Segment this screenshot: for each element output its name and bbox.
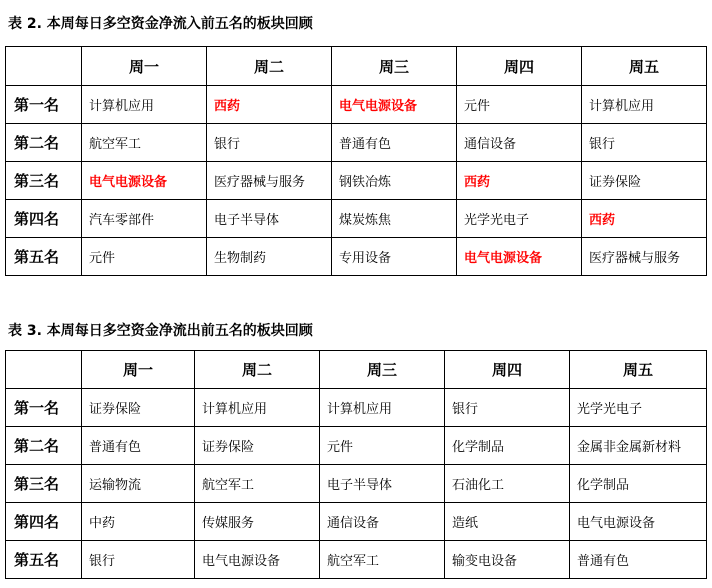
table-3-caption: 表 3. 本周每日多空资金净流出前五名的板块回顾 <box>8 323 313 339</box>
rank-label: 第二名 <box>6 124 82 162</box>
sector-cell: 计算机应用 <box>582 86 707 124</box>
sector-cell: 电气电源设备 <box>457 238 582 276</box>
sector-cell: 银行 <box>82 541 195 579</box>
sector-cell: 普通有色 <box>82 427 195 465</box>
sector-cell: 电气电源设备 <box>195 541 320 579</box>
sector-cell: 电子半导体 <box>207 200 332 238</box>
table-row <box>6 389 707 427</box>
day-header: 周四 <box>457 47 582 86</box>
sector-cell: 电子半导体 <box>320 465 445 503</box>
sector-cell: 航空军工 <box>82 124 207 162</box>
sector-cell: 银行 <box>445 389 570 427</box>
sector-cell: 证券保险 <box>82 389 195 427</box>
rank-label: 第一名 <box>6 389 82 427</box>
table-header-row <box>6 351 707 389</box>
day-header: 周二 <box>195 351 320 389</box>
sector-cell: 元件 <box>82 238 207 276</box>
table-row <box>6 162 707 200</box>
sector-cell: 普通有色 <box>570 541 707 579</box>
sector-cell: 电气电源设备 <box>570 503 707 541</box>
rank-label: 第二名 <box>6 427 82 465</box>
table-row <box>6 200 707 238</box>
rank-label: 第四名 <box>6 200 82 238</box>
sector-cell: 医疗器械与服务 <box>207 162 332 200</box>
day-header: 周二 <box>207 47 332 86</box>
table-row <box>6 86 707 124</box>
sector-cell: 石油化工 <box>445 465 570 503</box>
sector-cell: 银行 <box>207 124 332 162</box>
sector-cell: 医疗器械与服务 <box>582 238 707 276</box>
sector-cell: 传媒服务 <box>195 503 320 541</box>
sector-cell: 化学制品 <box>445 427 570 465</box>
table-2-caption: 表 2. 本周每日多空资金净流入前五名的板块回顾 <box>8 16 313 32</box>
sector-cell: 计算机应用 <box>195 389 320 427</box>
sector-cell: 汽车零部件 <box>82 200 207 238</box>
day-header: 周五 <box>582 47 707 86</box>
sector-cell: 证券保险 <box>195 427 320 465</box>
table-row <box>6 541 707 579</box>
sector-cell: 生物制药 <box>207 238 332 276</box>
sector-cell: 元件 <box>320 427 445 465</box>
table-row <box>6 238 707 276</box>
table-row <box>6 124 707 162</box>
sector-cell: 银行 <box>582 124 707 162</box>
sector-cell: 电气电源设备 <box>82 162 207 200</box>
sector-cell: 通信设备 <box>457 124 582 162</box>
table-row <box>6 427 707 465</box>
rank-label: 第一名 <box>6 86 82 124</box>
sector-cell: 化学制品 <box>570 465 707 503</box>
sector-cell: 钢铁冶炼 <box>332 162 457 200</box>
sector-cell: 西药 <box>207 86 332 124</box>
sector-cell: 证券保险 <box>582 162 707 200</box>
day-header: 周一 <box>82 351 195 389</box>
sector-cell: 中药 <box>82 503 195 541</box>
day-header: 周五 <box>570 351 707 389</box>
sector-cell: 光学光电子 <box>570 389 707 427</box>
sector-cell: 电气电源设备 <box>332 86 457 124</box>
day-header: 周四 <box>445 351 570 389</box>
sector-cell: 运输物流 <box>82 465 195 503</box>
sector-cell: 西药 <box>457 162 582 200</box>
sector-cell: 输变电设备 <box>445 541 570 579</box>
sector-cell: 元件 <box>457 86 582 124</box>
rank-label: 第五名 <box>6 238 82 276</box>
sector-cell: 煤炭炼焦 <box>332 200 457 238</box>
sector-cell: 计算机应用 <box>82 86 207 124</box>
sector-cell: 光学光电子 <box>457 200 582 238</box>
rank-label: 第三名 <box>6 162 82 200</box>
rank-label: 第四名 <box>6 503 82 541</box>
sector-cell: 专用设备 <box>332 238 457 276</box>
corner-cell <box>6 47 82 86</box>
table-row <box>6 465 707 503</box>
net-inflow-table <box>5 46 707 276</box>
day-header: 周三 <box>332 47 457 86</box>
day-header: 周一 <box>82 47 207 86</box>
corner-cell <box>6 351 82 389</box>
rank-label: 第三名 <box>6 465 82 503</box>
net-outflow-table <box>5 350 707 579</box>
sector-cell: 通信设备 <box>320 503 445 541</box>
sector-cell: 航空军工 <box>195 465 320 503</box>
sector-cell: 航空军工 <box>320 541 445 579</box>
sector-cell: 造纸 <box>445 503 570 541</box>
day-header: 周三 <box>320 351 445 389</box>
table-header-row <box>6 47 707 86</box>
sector-cell: 西药 <box>582 200 707 238</box>
table-row <box>6 503 707 541</box>
rank-label: 第五名 <box>6 541 82 579</box>
sector-cell: 金属非金属新材料 <box>570 427 707 465</box>
sector-cell: 普通有色 <box>332 124 457 162</box>
sector-cell: 计算机应用 <box>320 389 445 427</box>
